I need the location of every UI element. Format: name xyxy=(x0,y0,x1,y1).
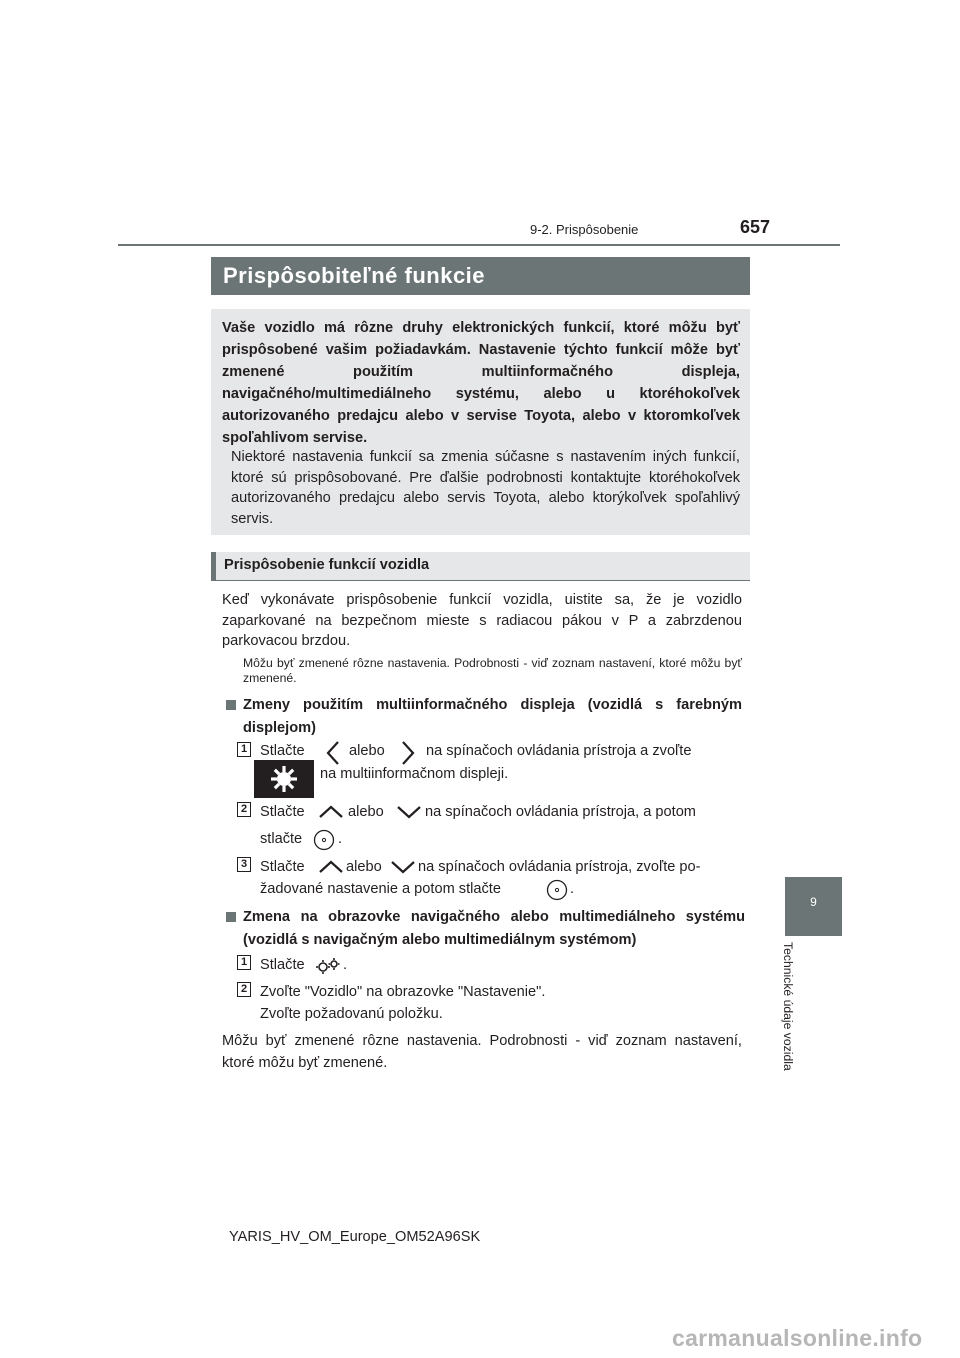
page-title: Prispôsobiteľné funkcie xyxy=(223,263,486,288)
closing-paragraph: Môžu byť zmenené rôzne nastavenia. Podrobnosti - viď zoznam nastavení, ktoré môžu byť zmenené. xyxy=(222,1033,742,1071)
header-divider xyxy=(118,244,840,246)
step-text: stlačte xyxy=(260,831,303,847)
step-text: na spínačoch ovládania prístroja a zvoľte xyxy=(426,743,692,759)
heading-navigation: Zmena na obrazovke navigačného alebo multimediálneho systému (vozidlá s navigačným alebo multimediálnym systémom) xyxy=(243,909,745,948)
step-text: . xyxy=(338,831,343,847)
step-text: Stlačte xyxy=(260,859,305,875)
settings-gears-icon xyxy=(314,956,342,976)
step-text: Stlačte xyxy=(260,743,305,759)
step-number: 2 xyxy=(237,802,251,817)
page-number: 657 xyxy=(740,217,771,237)
step-text: alebo xyxy=(346,859,382,875)
chevron-up-icon xyxy=(318,859,344,875)
chevron-down-icon xyxy=(390,859,416,875)
step-text: Stlačte xyxy=(260,804,305,820)
bullet-square xyxy=(226,700,236,710)
chapter-number: 9 xyxy=(810,895,817,909)
intro-note: Niektoré nastavenia funkcií sa zmenia súčasne s nastavením iných funkcií, ktoré sú prispôsobované. Pre ďalšie podrobnosti kontaktujte ktoréhokoľvek autorizovaného predajcu alebo servis Toyota, alebo ktorýkoľvek spoľahlivý servis. xyxy=(231,449,740,527)
chapter-label xyxy=(781,942,801,1102)
intro-text: Vaše vozidlo má rôzne druhy elektronických funkcií, ktoré môžu byť prispôsobené vašim požiadavkám. Nastavenie týchto funkcií môže byť zmenené použitím multiinformačného displeja, navigačného/multimediálneho systému, alebo u ktoréhokoľvek autorizovaného predajcu alebo v servise Toyota, alebo v ktoromkoľvek spoľahlivom servise. xyxy=(222,320,740,446)
paragraph-parking: Keď vykonávate prispôsobenie funkcií vozidla, uistite sa, že je vozidlo zaparkované na bezpečnom mieste s radiacou pákou v P a zabrzdenou parkovacou brzdou. xyxy=(222,592,742,649)
step-text: na multiinformačnom displeji. xyxy=(320,766,509,782)
step-text: na spínačoch ovládania prístroja, zvoľte po- xyxy=(418,859,701,875)
step-number: 3 xyxy=(237,857,251,872)
subsection-divider xyxy=(211,580,750,581)
step-text: . xyxy=(343,957,348,973)
step-text: alebo xyxy=(348,804,384,820)
chevron-up-icon xyxy=(318,804,344,820)
step-text: . xyxy=(570,881,575,897)
settings-gear-icon xyxy=(254,760,314,798)
note-settings: Môžu byť zmenené rôzne nastavenia. Podrobnosti - viď zoznam nastavení, ktoré môžu byť zmenené. xyxy=(243,656,742,685)
bullet-square xyxy=(226,912,236,922)
subsection-title: Prispôsobenie funkcií vozidla xyxy=(224,557,430,573)
document-code: YARIS_HV_OM_Europe_OM52A96SK xyxy=(229,1229,481,1245)
step-text: Zvoľte požadovanú položku. xyxy=(260,1006,443,1022)
section-label: 9-2. Prispôsobenie xyxy=(530,222,639,237)
step-text: alebo xyxy=(349,743,385,759)
heading-multi-info: Zmeny použitím multiinformačného displeja (vozidlá s farebným displejom) xyxy=(243,697,742,736)
step-number: 2 xyxy=(237,982,251,997)
ok-button-icon xyxy=(546,879,568,901)
step-number: 1 xyxy=(237,742,251,757)
chevron-right-icon xyxy=(400,739,416,767)
step-text: Zvoľte "Vozidlo" na obrazovke "Nastavenie". xyxy=(260,984,546,1000)
step-text: Stlačte xyxy=(260,957,305,973)
step-text: žadované nastavenie a potom stlačte xyxy=(260,881,501,897)
watermark: carmanualsonline.info xyxy=(672,1325,923,1351)
ok-button-icon xyxy=(313,829,335,851)
step-number: 1 xyxy=(237,955,251,970)
chevron-down-icon xyxy=(396,804,422,820)
step-text: na spínačoch ovládania prístroja, a potom xyxy=(425,804,696,820)
chevron-left-icon xyxy=(325,739,341,767)
chapter-label-text: Technické údaje vozidla xyxy=(781,942,795,1071)
